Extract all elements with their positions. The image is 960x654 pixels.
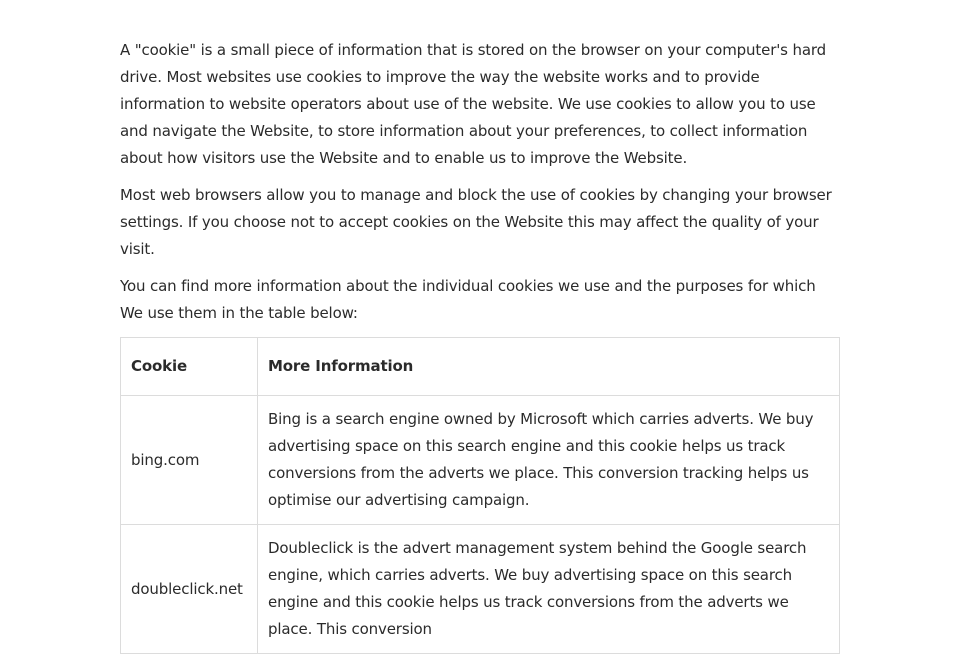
cookie-name-cell: doubleclick.net	[121, 525, 258, 654]
cookie-info-cell: Bing is a search engine owned by Microsoft which carries adverts. We buy advertising space on this search engine and this cookie helps us track conversions from the adverts we place. This conversion tracking helps us optimise our advertising campaign.	[258, 396, 840, 525]
header-more-information: More Information	[258, 338, 840, 396]
header-cookie: Cookie	[121, 338, 258, 396]
table-header-row	[121, 338, 840, 396]
cookie-policy-content	[120, 37, 840, 654]
cookie-info-cell: Doubleclick is the advert management system behind the Google search engine, which carries adverts. We buy advertising space on this search engine and this cookie helps us track conversions from the adverts we place. This conversion	[258, 525, 840, 654]
intro-paragraph: A "cookie" is a small piece of information that is stored on the browser on your computer's hard drive. Most websites use cookies to improve the way the website works and to provide information to website operators about use of the website. We use cookies to allow you to use and navigate the Website, to store information about your preferences, to collect information about how visitors use the Website and to enable us to improve the Website.	[120, 41, 826, 167]
table-intro-paragraph: You can find more information about the individual cookies we use and the purposes for which We use them in the table below:	[120, 277, 816, 322]
cookie-name-cell: bing.com	[121, 396, 258, 525]
table-row	[121, 525, 840, 654]
cookies-table	[120, 337, 840, 654]
browser-settings-paragraph: Most web browsers allow you to manage and block the use of cookies by changing your browser settings. If you choose not to accept cookies on the Website this may affect the quality of your visit.	[120, 186, 832, 258]
table-row	[121, 396, 840, 525]
